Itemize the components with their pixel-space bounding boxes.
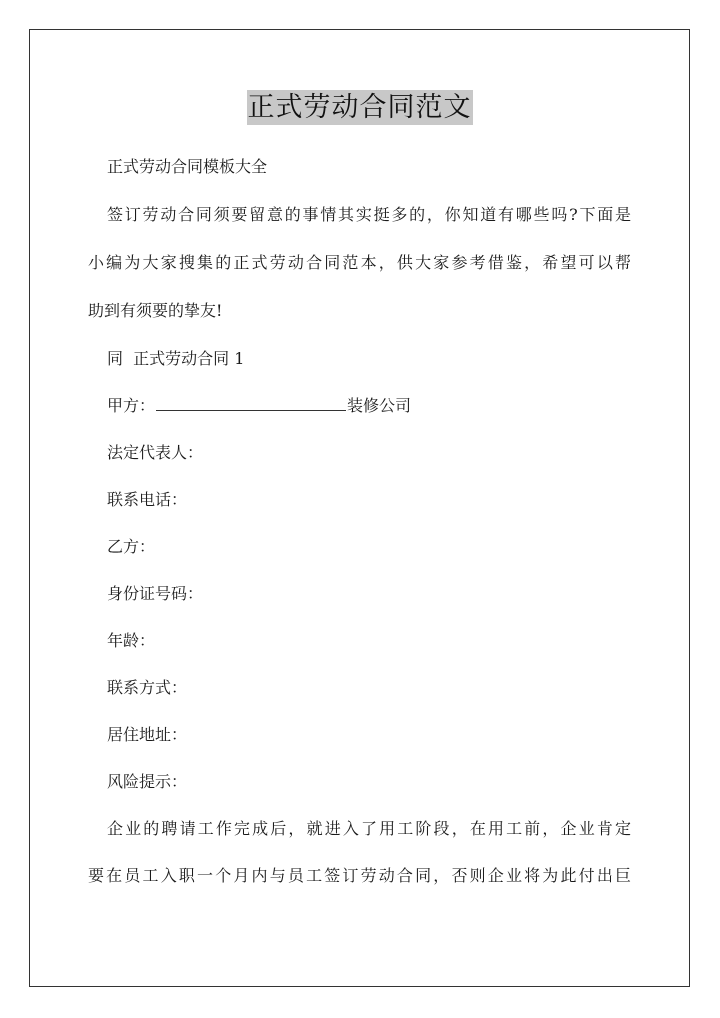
document-title: 正式劳动合同范文 bbox=[247, 92, 472, 123]
risk-paragraph-line: 要在员工入职一个月内与员工签订劳动合同，否则企业将为此付出巨 bbox=[88, 866, 631, 885]
intro-line: 小编为大家搜集的正式劳动合同范本，供大家参考借鉴，希望可以帮 bbox=[88, 253, 631, 272]
intro-line: 助到有须要的挚友! bbox=[88, 301, 223, 320]
field-party-b: 乙方： bbox=[107, 537, 156, 556]
party-a-line bbox=[107, 395, 631, 417]
field-address: 居住地址： bbox=[107, 725, 188, 744]
title-wrap bbox=[30, 90, 689, 125]
section-heading: 同 正式劳动合同 1 bbox=[107, 349, 245, 368]
field-contact: 联系方式： bbox=[107, 678, 188, 697]
field-legal-representative: 法定代表人： bbox=[107, 443, 204, 462]
document-subtitle: 正式劳动合同模板大全 bbox=[107, 157, 268, 176]
field-risk-notice: 风险提示： bbox=[107, 772, 188, 791]
party-a-blank bbox=[156, 395, 346, 411]
field-age: 年龄： bbox=[107, 631, 156, 650]
party-a-label: 甲方： bbox=[107, 396, 156, 415]
field-id-number: 身份证号码： bbox=[107, 584, 204, 603]
intro-line: 签订劳动合同须要留意的事情其实挺多的，你知道有哪些吗?下面是 bbox=[107, 205, 631, 224]
risk-paragraph-line: 企业的聘请工作完成后，就进入了用工阶段，在用工前，企业肯定 bbox=[107, 819, 631, 838]
party-a-suffix: 装修公司 bbox=[347, 396, 412, 415]
document-page bbox=[29, 29, 690, 987]
field-phone: 联系电话： bbox=[107, 490, 188, 509]
